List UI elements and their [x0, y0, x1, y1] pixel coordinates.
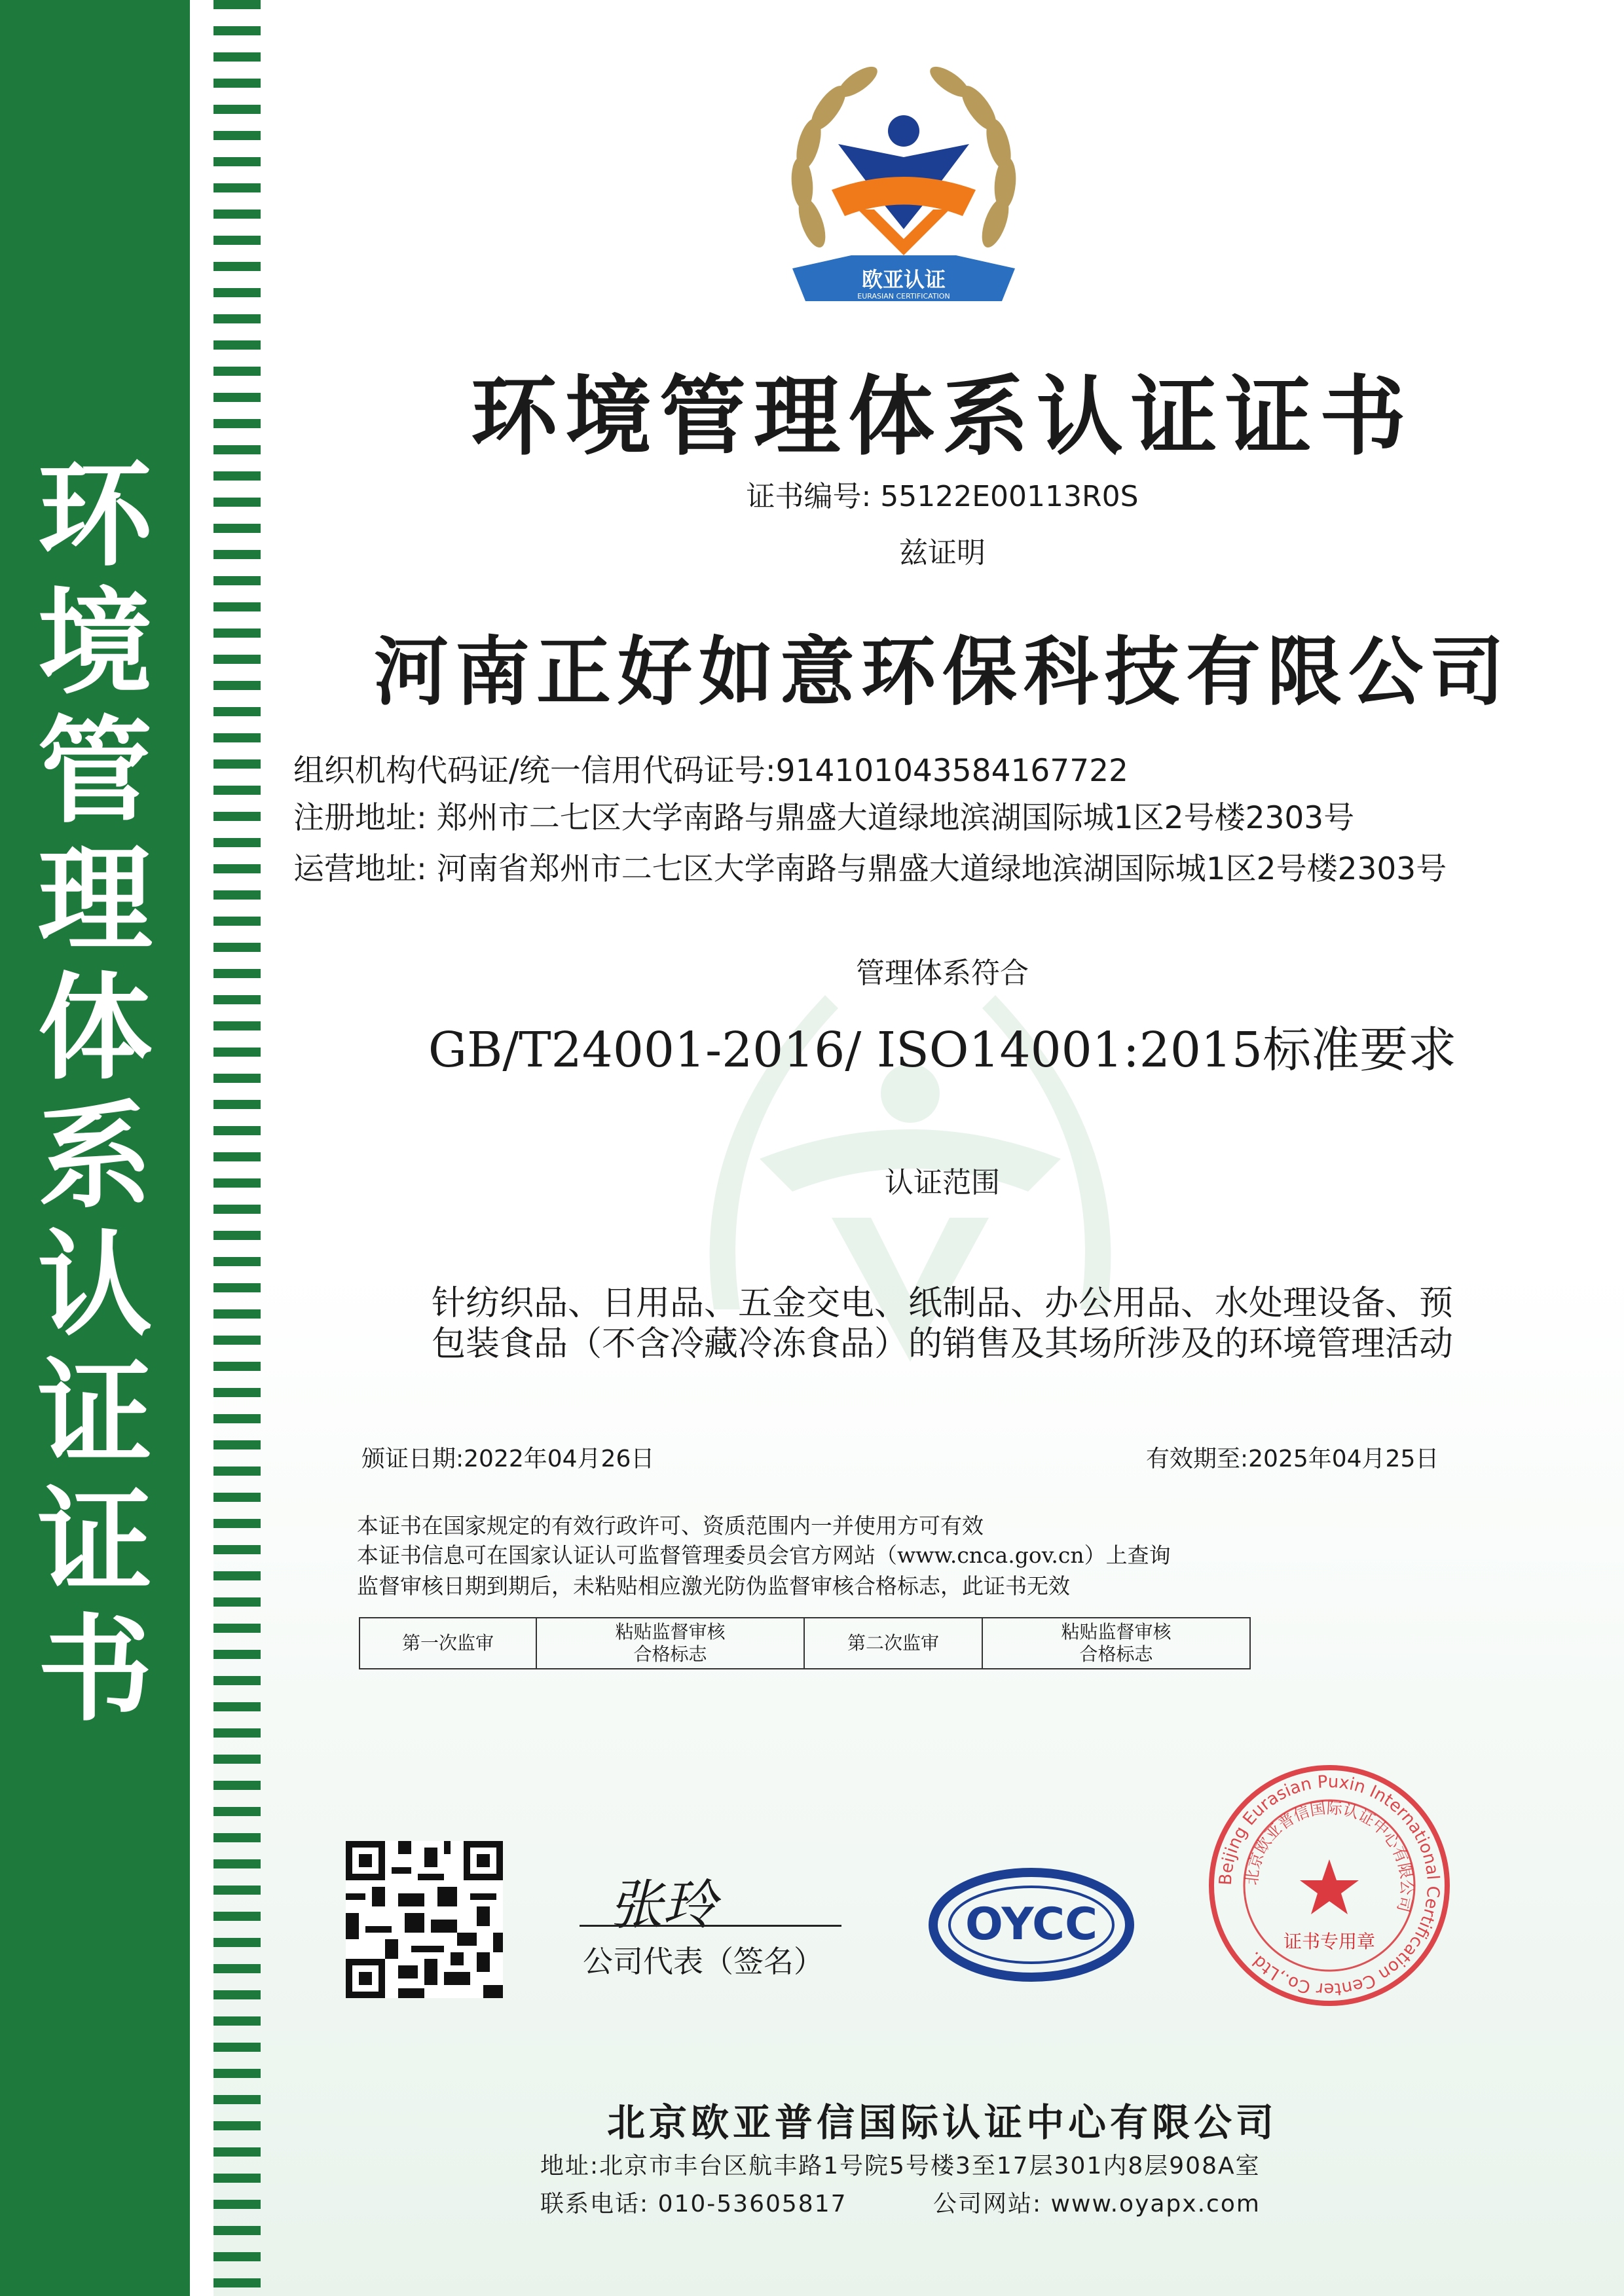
qr-code — [346, 1841, 503, 1998]
sidebar-char: 环 — [37, 449, 153, 582]
oycc-logo — [927, 1866, 1136, 1984]
audit-note: 监督审核日期到期后，未粘贴相应激光防伪监督审核合格标志，此证书无效 — [357, 1573, 1070, 1599]
scope-label: 认证范围 — [885, 1166, 1000, 1199]
org-code: 组织机构代码证/统一信用代码证号:91410104358416772​2 — [293, 753, 1128, 789]
company-seal — [1205, 1761, 1454, 2010]
sidebar-char: 体 — [37, 962, 153, 1095]
certificate-number: 证书编号: 55122E00113R0S — [746, 480, 1139, 513]
sticker-label: 合格标志 — [633, 1643, 707, 1665]
seal-ring-text: Beijing Eurasian Puxin International Certification Center Co.,Ltd. — [1215, 1772, 1443, 1999]
sidebar-char: 管 — [37, 706, 153, 839]
scope-line: 针纺织品、日用品、五金交电、纸制品、办公用品、水处理设备、预 — [431, 1284, 1453, 1323]
audit-table — [359, 1617, 1251, 1669]
logo-emblem — [766, 59, 1041, 321]
binding-gap — [190, 0, 213, 2296]
standard-label: 管理体系符合 — [856, 957, 1029, 990]
sticker-label: 合格标志 — [1079, 1643, 1153, 1665]
sidebar-char: 证 — [37, 1347, 153, 1480]
sidebar-title — [23, 449, 167, 1737]
sticker-cell — [982, 1618, 1250, 1669]
first-audit-cell: 第一次监审 — [360, 1618, 536, 1669]
seal-inner-text: 北京欧亚普信国际认证中心有限公司 — [1242, 1798, 1416, 1914]
scope-line: 包装食品（不含冷藏冷冻食品）的销售及其场所涉及的环境管理活动 — [431, 1324, 1453, 1364]
footer-website: 公司网站: www.oyapx.com — [933, 2191, 1261, 2217]
sticker-cell — [536, 1618, 804, 1669]
sidebar-char: 系 — [37, 1091, 153, 1224]
expiry-date: 有效期至:2025年04月25日 — [1146, 1446, 1439, 1472]
sidebar-char: 认 — [37, 1219, 153, 1352]
standard-text: GB/T24001-2016/ ISO14001:2015标准要求 — [428, 1022, 1457, 1078]
seal-center-text: 证书专用章 — [1283, 1931, 1376, 1952]
sidebar-char: 境 — [37, 577, 153, 710]
validity-note: 本证书在国家规定的有效行政许可、资质范围内一并使用方可有效 — [357, 1513, 984, 1539]
footer-address: 地址:北京市丰台区航丰路1号院5号楼3至17层301内8层908A室 — [540, 2153, 1261, 2179]
registered-address: 注册地址: 郑州市二七区大学南路与鼎盛大道绿地滨湖国际城1区2号楼2303号 — [293, 800, 1355, 836]
sticker-label: 粘贴监督审核 — [1061, 1621, 1172, 1643]
logo-badge-text: 欧亚认证 — [861, 267, 946, 292]
certificate-title: 环境管理体系认证证书 — [471, 367, 1414, 467]
representative-label: 公司代表（签名） — [583, 1944, 824, 1979]
signature: 张玲 — [609, 1874, 716, 1937]
sidebar-char: 理 — [37, 834, 153, 967]
sticker-label: 粘贴监督审核 — [615, 1621, 726, 1643]
sidebar-char: 证 — [37, 1476, 153, 1609]
operating-address: 运营地址: 河南省郑州市二七区大学南路与鼎盛大道绿地滨湖国际城1区2号楼2303号 — [293, 851, 1447, 887]
second-audit-cell: 第二次监审 — [804, 1618, 982, 1669]
footer-phone: 联系电话: 010-53605817 — [540, 2191, 847, 2217]
issue-date: 颁证日期:2022年04月26日 — [361, 1446, 655, 1472]
issuer-name: 北京欧亚普信国际认证中心有限公司 — [606, 2100, 1278, 2145]
company-name: 河南正好如意环保科技有限公司 — [373, 629, 1511, 716]
logo-subtitle: EURASIAN CERTIFICATION — [857, 292, 950, 301]
signature-line — [580, 1925, 841, 1927]
hereby-certify: 兹证明 — [899, 536, 986, 570]
query-note: 本证书信息可在国家认证认可监督管理委员会官方网站（www.cnca.gov.cn）上查询 — [357, 1542, 1171, 1568]
sidebar-char: 书 — [37, 1604, 153, 1737]
oycc-text: OYCC — [965, 1899, 1098, 1950]
